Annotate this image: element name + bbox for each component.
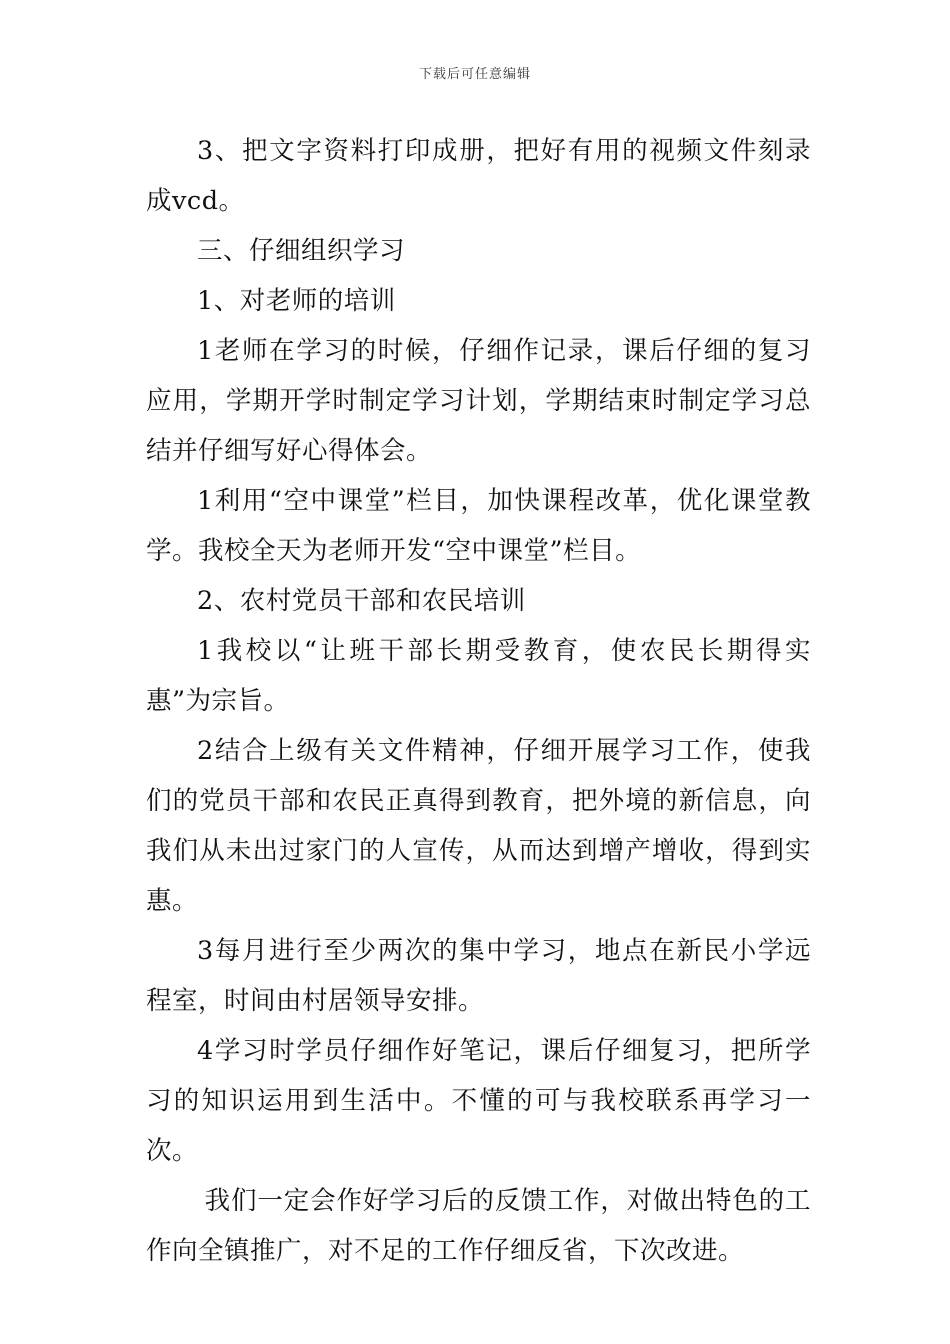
- paragraph-air-classroom: 1利用“空中课堂”栏目，加快课程改革，优化课堂教学。我校全天为老师开发“空中课堂”栏目。: [146, 486, 811, 566]
- paragraph-teacher-notes: 1老师在学习的时候，仔细作记录，课后仔细的复习应用，学期开学时制定学习计划，学期结束时制定学习总结并仔细写好心得体会。: [146, 336, 811, 466]
- page-header: 下载后可任意编辑: [418, 67, 531, 82]
- paragraph-feedback: 我们一定会作好学习后的反馈工作，对做出特色的工作向全镇推广，对不足的工作仔细反省，下次改进。: [146, 1186, 811, 1266]
- paragraph-student-notes: 4学习时学员仔细作好笔记，课后仔细复习，把所学习的知识运用到生活中。不懂的可与我校联系再学习一次。: [146, 1036, 811, 1166]
- paragraph-purpose: 1我校以“让班干部长期受教育，使农民长期得实惠”为宗旨。: [146, 636, 811, 716]
- paragraph-monthly-study: 3每月进行至少两次的集中学习，地点在新民小学远程室，时间由村居领导安排。: [146, 936, 811, 1016]
- paragraph-spirit: 2结合上级有关文件精神，仔细开展学习工作，使我们的党员干部和农民正真得到教育，把外境的新信息，向我们从未出过家门的人宣传，从而达到增产增收，得到实惠。: [146, 736, 811, 916]
- subheading-teacher-training: 1、对老师的培训: [197, 286, 396, 316]
- paragraph-record-vcd: 3、把文字资料打印成册，把好有用的视频文件刻录成vcd。: [146, 136, 811, 216]
- subheading-rural-training: 2、农村党员干部和农民培训: [197, 586, 526, 616]
- section-heading-organize-study: 三、仔细组织学习: [197, 236, 406, 266]
- document-body: [146, 126, 811, 1276]
